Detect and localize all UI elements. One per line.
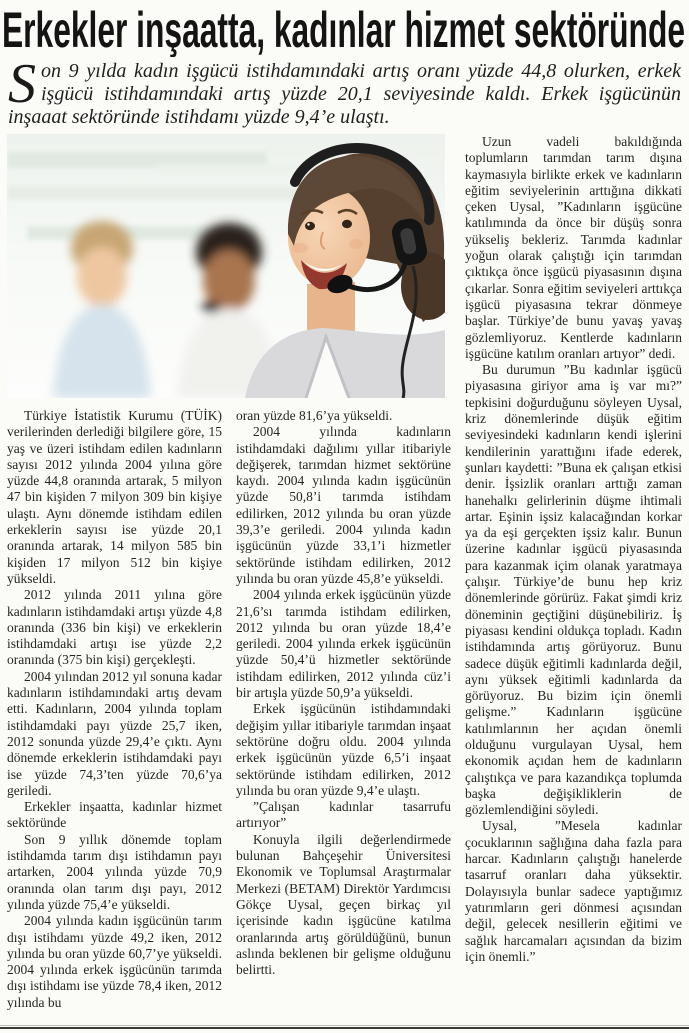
left-block (7, 134, 451, 1011)
quote-subhead-paragraph: ”Çalışan kadınlar tasarrufu artırıyor” (236, 799, 451, 831)
paragraph: Erkek işgücünün istihdamındaki değişim yıllar itibariyle tarımdan inşaat sektörüne doğru oldu. 2004 yılında erkek işgücünün yüzde 6,5’i inşaat sektöründe istihdam edilirken, 2012 yılında bu oran yüzde 9,4’e ulaştı. (236, 701, 451, 798)
paragraph: 2012 yılında 2011 yılına göre kadınların istihdamdaki artışı yüzde 4,8 oranında (336 bin kişi) ve erkeklerin istihdamdaki artışı ise yüzde 2,2 oranında (375 bin kişi) gerçekleşti. (7, 587, 222, 668)
column-1 (7, 408, 222, 1011)
newspaper-page (0, 3, 689, 1033)
column-2 (236, 408, 451, 1011)
drop-cap: S (8, 53, 36, 115)
article-body (0, 134, 689, 1011)
blush-left (292, 243, 308, 253)
paragraph: Türkiye İstatistik Kurumu (TÜİK) verilerinden derlediği bilgilere göre, 15 yaş ve üzeri istihdam edilen kadınların sayısı 2012 yılında 2004 yılına göre yüzde 44,8 oranında artarak, 5 milyon 47 bin kişiden 7 milyon 309 bin kişiye ulaştı. Aynı dönemde istihdam edilen erkeklerin sayısı ise yüzde 20,1 oranında artarak, 14 milyon 585 bin kişiden 17 milyon 512 bin kişiye yükseldi. (7, 408, 222, 586)
eye-glint (307, 223, 309, 225)
bottom-rule (0, 1025, 689, 1029)
paragraph: Uzun vadeli bakıldığında toplumların tarımdan tarım dışına kaymasıyla birlikte erkek ve kadınların eğitim seviyelerinin arttığına dikkati çeken Uysal, ”Kadınların işgücüne katılımında da önce bir düşüş sonra yükseliş bekleriz. Tarımda kadınlar yoğun olarak çalıştığı için tarımdan çıktıkça önce işgücü piyasasının dışına çıkarlar. Sonra eğitim seviyeleri arttıkça işgücü piyasasına tekrar dönmeye başlar. Türkiye’de bunu yavaş yavaş gözlemliyoruz. Kentlerde kadınların işgücüne katılım oranları artıyor” dedi. (465, 134, 682, 361)
callcenter-photo-illustration (7, 134, 445, 398)
article-photo (7, 134, 445, 398)
lede-paragraph (8, 53, 681, 129)
eye-left (305, 222, 315, 230)
headline-block (0, 3, 689, 57)
paragraph: Uysal, ”Mesela kadınlar çocuklarının sağlığına daha fazla para harcar. Kadınların çalıştığı hanelerde tasarruf oranları daha yüksektir. Dolayısıyla bunlar sadece yaptığımız yatırımların geri dönmesi açısından değil, gelecek nesillerin eğitimi ve sağlık harcamaları açısından da bizim için önemli.” (465, 818, 682, 964)
subhead-paragraph: Erkekler inşaatta, kadınlar hizmet sektöründe (7, 799, 222, 831)
paragraph: 2004 yılında erkek işgücünün yüzde 21,6’sı tarımda istihdam edilirken, 2012 yılında bu oran yüzde 18,4’e geriledi. 2004 yılında erkek işgücünün yüzde 50,4’ü hizmetler sektöründe istihdam edilirken, 2012 yılında cüz’i bir artışla yüzde 50,9’a yükseldi. (236, 587, 451, 701)
paragraph: 2004 yılında kadın işgücünün tarım dışı istihdamı yüzde 49,2 iken, 2012 yılında bu oran yüzde 60,7’ye yükseldi. 2004 yılında erkek işgücünün tarımda dışı istihdamı ise yüzde 78,4 iken, 2012 yılında bu (7, 913, 222, 1010)
lede-text: on 9 yılda kadın işgücü istihdamındaki artış oranı yüzde 44,8 olurken, erkek işgücü istihdamındaki artış yüzde 20,1 seviyesinde kaldı. Erkek işgücünün inşaaat sektöründe istihdamı yüzde 9,4’e ulaştı. (8, 60, 681, 128)
page-title: Erkekler inşaatta, kadınlar hizmet sektöründe (2, 3, 685, 57)
blush-right (349, 239, 363, 249)
paragraph: 2004 yılından 2012 yıl sonuna kadar kadınların istihdamındaki artış devam etti. Kadınların, 2004 yılında toplam istihdamdaki payı yüzde 25,7 iken, 2012 sonunda yüzde 29,4’e çıktı. Aynı dönemde erkeklerin istihdamdaki payı ise yüzde 74,3’ten yüzde 70,6’ya geriledi. (7, 668, 222, 798)
paragraph: 2004 yılında kadınların istihdamdaki dağılımı yıllar itibariyle değişerek, tarımdan hizmet sektörüne kaydı. 2004 yılında kadın işgücünün yüzde 50,8’i tarımda istihdam edilirken, 2012 yılında bu oran yüzde 39,3’e geriledi. 2004 yılında kadın işgücünün yüzde 33,1’i hizmetler sektöründe istihdam edilirken, 2012 yılında bu oran yüzde 45,8’e yükseldi. (236, 424, 451, 586)
column-3 (465, 134, 682, 1011)
paragraph: Bu durumun ”Bu kadınlar işgücü piyasasına giriyor ama iş var mı?” tepkisini doğurduğunu söyleyen Uysal, kriz dönemlerinde düşük eğitim seviyesindeki kadınların kendi işlerini kendilerinin yarattığını ifade ederek, şunları kaydetti: ”Buna ek çalışan etkisi denir. İşsizlik oranları arttığı zaman hanehalkı gelirlerinin düşme ihtimali artar. Eşinin işsiz kalacağından korkar ya da eşi gerçekten işsiz kalır. Bunun üzerine kadınlar işgücü piyasasında para kazanmak içim olanak yaratmaya çalışır. Türkiye’de bunu hep kriz dönemlerinde görürüz. Fakat şimdi kriz döneminin geçtiğini düşünebiliriz. İş piyasası kendini oldukça topladı. Kadın istihdamında artış görüyoruz. Bunu sadece düşük eğitimli kadınlarda değil, aynı yüksek eğitimli kadınlarda da görüyoruz. Bu bizim için önemli gelişme.” Kadınların işgücüne katılımlarının her açıdan önemli olduğunu vurgulayan Uysal, hem ekonomik açıdan hem de kadınların çalıştıkça ve para kazandıkça toplumda başka değişikliklerin de gözlemlendiğini söyledi. (465, 362, 682, 818)
lower-columns (7, 408, 451, 1011)
paragraph: Son 9 yıllık dönemde toplam istihdamda tarım dışı istihdamın payı artarken, 2004 yılında yüzde 70,9 oranında olan tarım dışı payı, 2012 yılında yüzde 75,4’e yükseldi. (7, 831, 222, 912)
paragraph: Konuyla ilgili değerlendirmede bulunan Bahçeşehir Üniversitesi Ekonomik ve Toplumsal Araştırmalar Merkezi (BETAM) Direktör Yardımcısı Gökçe Uysal, geçen birkaç yıl içerisinde kadın işgücüne katılma oranlarında artış görüldüğünü, bunun aslında beklenen bir gelişme olduğunu belirtti. (236, 831, 451, 978)
eye-right (342, 220, 352, 228)
continuation-paragraph: oran yüzde 81,6’ya yükseldi. (236, 408, 393, 423)
